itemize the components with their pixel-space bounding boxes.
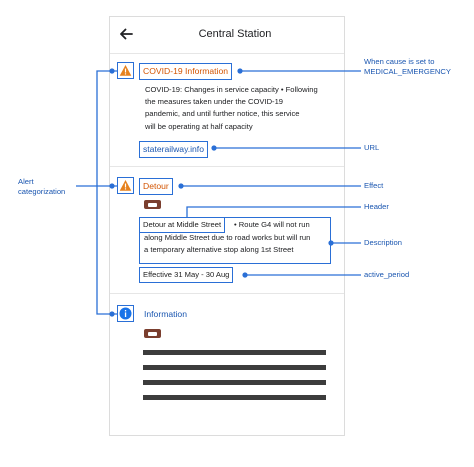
placeholder-line <box>143 365 326 370</box>
annotation-header: Header <box>364 202 389 211</box>
annotation-description: Description <box>364 238 402 247</box>
alert-header: COVID-19 Information <box>139 63 232 80</box>
description-line: pandemic, and until further notice, this service <box>145 109 300 119</box>
annotation-active-period: active_period <box>364 270 410 279</box>
screen-title: Central Station <box>198 28 272 40</box>
annotation-url: URL <box>364 143 380 152</box>
placeholder-line <box>143 350 326 355</box>
annotation-cause <box>364 57 451 76</box>
alert-description <box>145 84 318 133</box>
route-chip-icon <box>144 200 161 209</box>
alert-url-link[interactable]: staterailway.info <box>139 141 208 158</box>
annotation-text: categorization <box>18 186 66 196</box>
annotation-text: Alert <box>18 177 34 186</box>
description-line: the measures taken under the COVID-19 <box>145 97 284 107</box>
alert-effect: Information <box>144 309 187 319</box>
description-line: will be operating at half capacity <box>145 121 253 131</box>
alert-description-first: • Route G4 will not run <box>234 220 310 229</box>
alert-description <box>144 232 310 256</box>
alert-header: Detour at Middle Street <box>139 217 225 233</box>
annotation-alert-categorization <box>18 177 65 196</box>
annotation-text: When cause is set to <box>364 57 435 66</box>
alert-active-period: Effective 31 May - 30 Aug <box>139 267 233 283</box>
annotation-effect: Effect <box>364 181 384 190</box>
placeholder-line <box>143 395 326 400</box>
warning-icon <box>117 62 134 79</box>
description-line: along Middle Street due to road works but will run <box>144 233 311 242</box>
placeholder-line <box>143 380 326 385</box>
annotation-text: MEDICAL_EMERGENCY <box>364 66 451 76</box>
alert-effect: Detour <box>139 178 173 195</box>
description-line: a temporary alternative stop along 1st Street <box>144 245 294 255</box>
route-chip-icon <box>144 329 161 338</box>
warning-icon <box>117 177 134 194</box>
description-line: COVID-19: Changes in service capacity • Following <box>145 85 318 94</box>
info-icon <box>117 305 134 322</box>
